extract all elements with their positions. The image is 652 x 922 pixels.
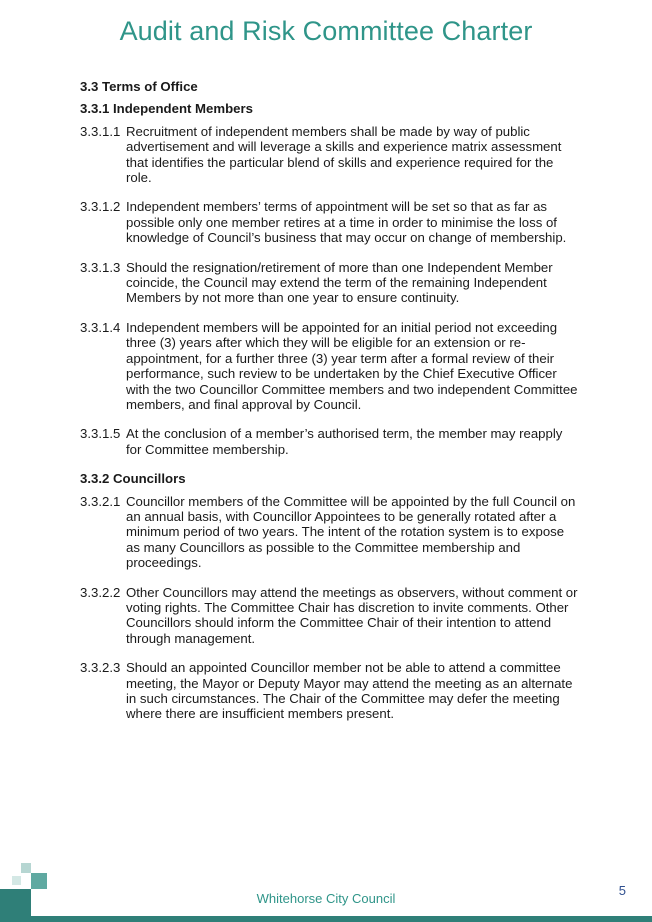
clause-text: Should an appointed Councillor member not be able to attend a committee meeting, the Mayor or Deputy Mayor may attend the meeting as an alternate in such circumstances. The Chair of the Committee may defer the meeting where there are insufficient members present. [126,660,573,722]
clause-number: 3.3.1.3 [80,259,121,275]
footer-organisation: Whitehorse City Council [256,891,396,906]
clause-3-3-2-3 [80,660,580,722]
page-number: 5 [618,883,626,898]
section-heading-councillors: 3.3.2 Councillors [80,471,186,487]
pale-square [12,876,21,885]
clause-number: 3.3.1.4 [80,319,121,335]
section-heading-terms-of-office: 3.3 Terms of Office [80,79,198,94]
clause-3-3-1-4 [80,320,580,412]
clause-3-3-1-1 [80,124,580,186]
clause-number: 3.3.2.3 [80,660,121,676]
clause-text: Other Councillors may attend the meetings as observers, without comment or voting rights. The Committee Chair has discretion to invite comments. Other Councillors should inform the Committee Chair of their intention to attend through management. [126,584,578,646]
clause-text: Should the resignation/retirement of more than one Independent Member coincide, the Council may extend the term of the remaining Independent Members by not more than one year to ensure continuity. [126,259,553,306]
document-body [80,79,580,736]
clause-text: At the conclusion of a member’s authorised term, the member may reapply for Committee membership. [126,426,563,457]
clause-3-3-1-2 [80,199,580,245]
clause-text: Independent members will be appointed for an initial period not exceeding three (3) years after which they will be eligible for an extension or re-appointment, for a further three (3) year term after a formal review of their performance, such review to be undertaken by the Chief Executive Officer with the two Councillor Committee members and two independent Committee members, and final approval by Council. [126,319,578,412]
clause-text: Recruitment of independent members shall be made by way of public advertisement and will leverage a skills and experience matrix assessment that identifies the particular blend of skills and experience required for the role. [126,123,562,186]
light-square [21,863,31,873]
clause-3-3-1-3 [80,260,580,306]
clause-3-3-2-2 [80,585,580,647]
section-heading-independent-members: 3.3.1 Independent Members [80,101,253,117]
clause-text: Independent members’ terms of appointment will be set so that as far as possible only one member retires at a time in order to minimise the loss of knowledge of Council’s business that may occur on change of membership. [126,199,567,246]
page-title: Audit and Risk Committee Charter [119,16,533,46]
clause-3-3-2-1 [80,494,580,571]
clause-number: 3.3.2.1 [80,493,121,509]
clause-number: 3.3.1.5 [80,426,121,442]
clause-3-3-1-5 [80,426,580,457]
clause-number: 3.3.2.2 [80,584,121,600]
mid-square [31,873,47,889]
footer-bar [0,916,652,922]
clause-number: 3.3.1.2 [80,199,121,215]
clause-text: Councillor members of the Committee will be appointed by the full Council on an annual basis, with Councillor Appointees to be generally rotated after a minimum period of two years. The intent of the rotation system is to expose as many Councillors as possible to the Committee membership and proceedings. [126,493,576,571]
clause-number: 3.3.1.1 [80,123,121,139]
